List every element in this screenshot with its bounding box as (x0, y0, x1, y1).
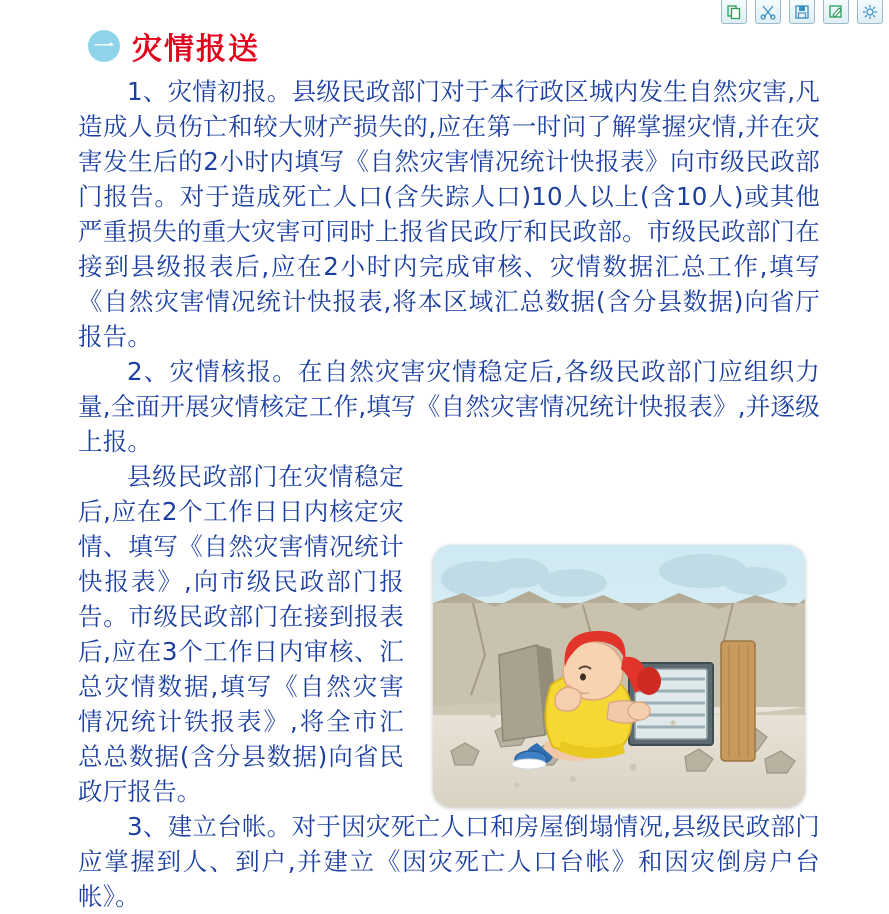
paragraph-2: 2、灾情核报。在自然灾害灾情稳定后,各级民政部门应组织力量,全面开展灾情核定工作,填写《自然灾害情况统计快报表》,并逐级上报。 (78, 357, 820, 456)
edit-icon[interactable] (823, 0, 849, 24)
copy-icon[interactable] (721, 0, 747, 24)
section-number-badge: 一 (88, 30, 120, 62)
cut-icon[interactable] (755, 0, 781, 24)
paragraph-1: 1、灾情初报。县级民政部门对于本行政区城内发生自然灾害,凡造成人员伤亡和较大财产损失的,应在第一时问了解掌握灾情,并在灾害发生后的2小时内填写《自然灾害情况统计快报表》向市级民政部门报告。对于造成死亡人口(含失踪人口)10人以上(含10人)或其他严重损失的重大灾害可同时上报省民政厅和民政部。市级民政部门在接到县级报表后,应在2小时内完成审核、灾情数据汇总工作,填写《自然灾害情况统计快报表,将本区域汇总数据(含分县数据)向省厅报告。 (78, 77, 820, 351)
paragraph-4: 3、建立台帐。对于因灾死亡人口和房屋倒塌情况,县级民政部门应掌握到人、到户,并建立《因灾死亡人口台帐》和因灾倒房户台帐》。 (78, 812, 820, 911)
section-heading (88, 24, 260, 68)
page-title: 灾情报送 (132, 32, 260, 67)
settings-icon[interactable] (857, 0, 883, 24)
save-icon[interactable] (789, 0, 815, 24)
document-toolbar[interactable] (721, 0, 883, 24)
child-at-collapsed-wall-illustration (433, 545, 805, 807)
paragraph-3: 县级民政部门在灾情稳定后,应在2个工作日日内核定灾情、填写《自然灾害情况统计快报表》,向市级民政部门报告。市级民政部门在接到报表后,应在3个工作日内审核、汇总灾情数据,填写《自然灾害情况统计铁报表》,将全市汇总总数据(含分县数据)向省民政厅报告。 (78, 462, 404, 806)
